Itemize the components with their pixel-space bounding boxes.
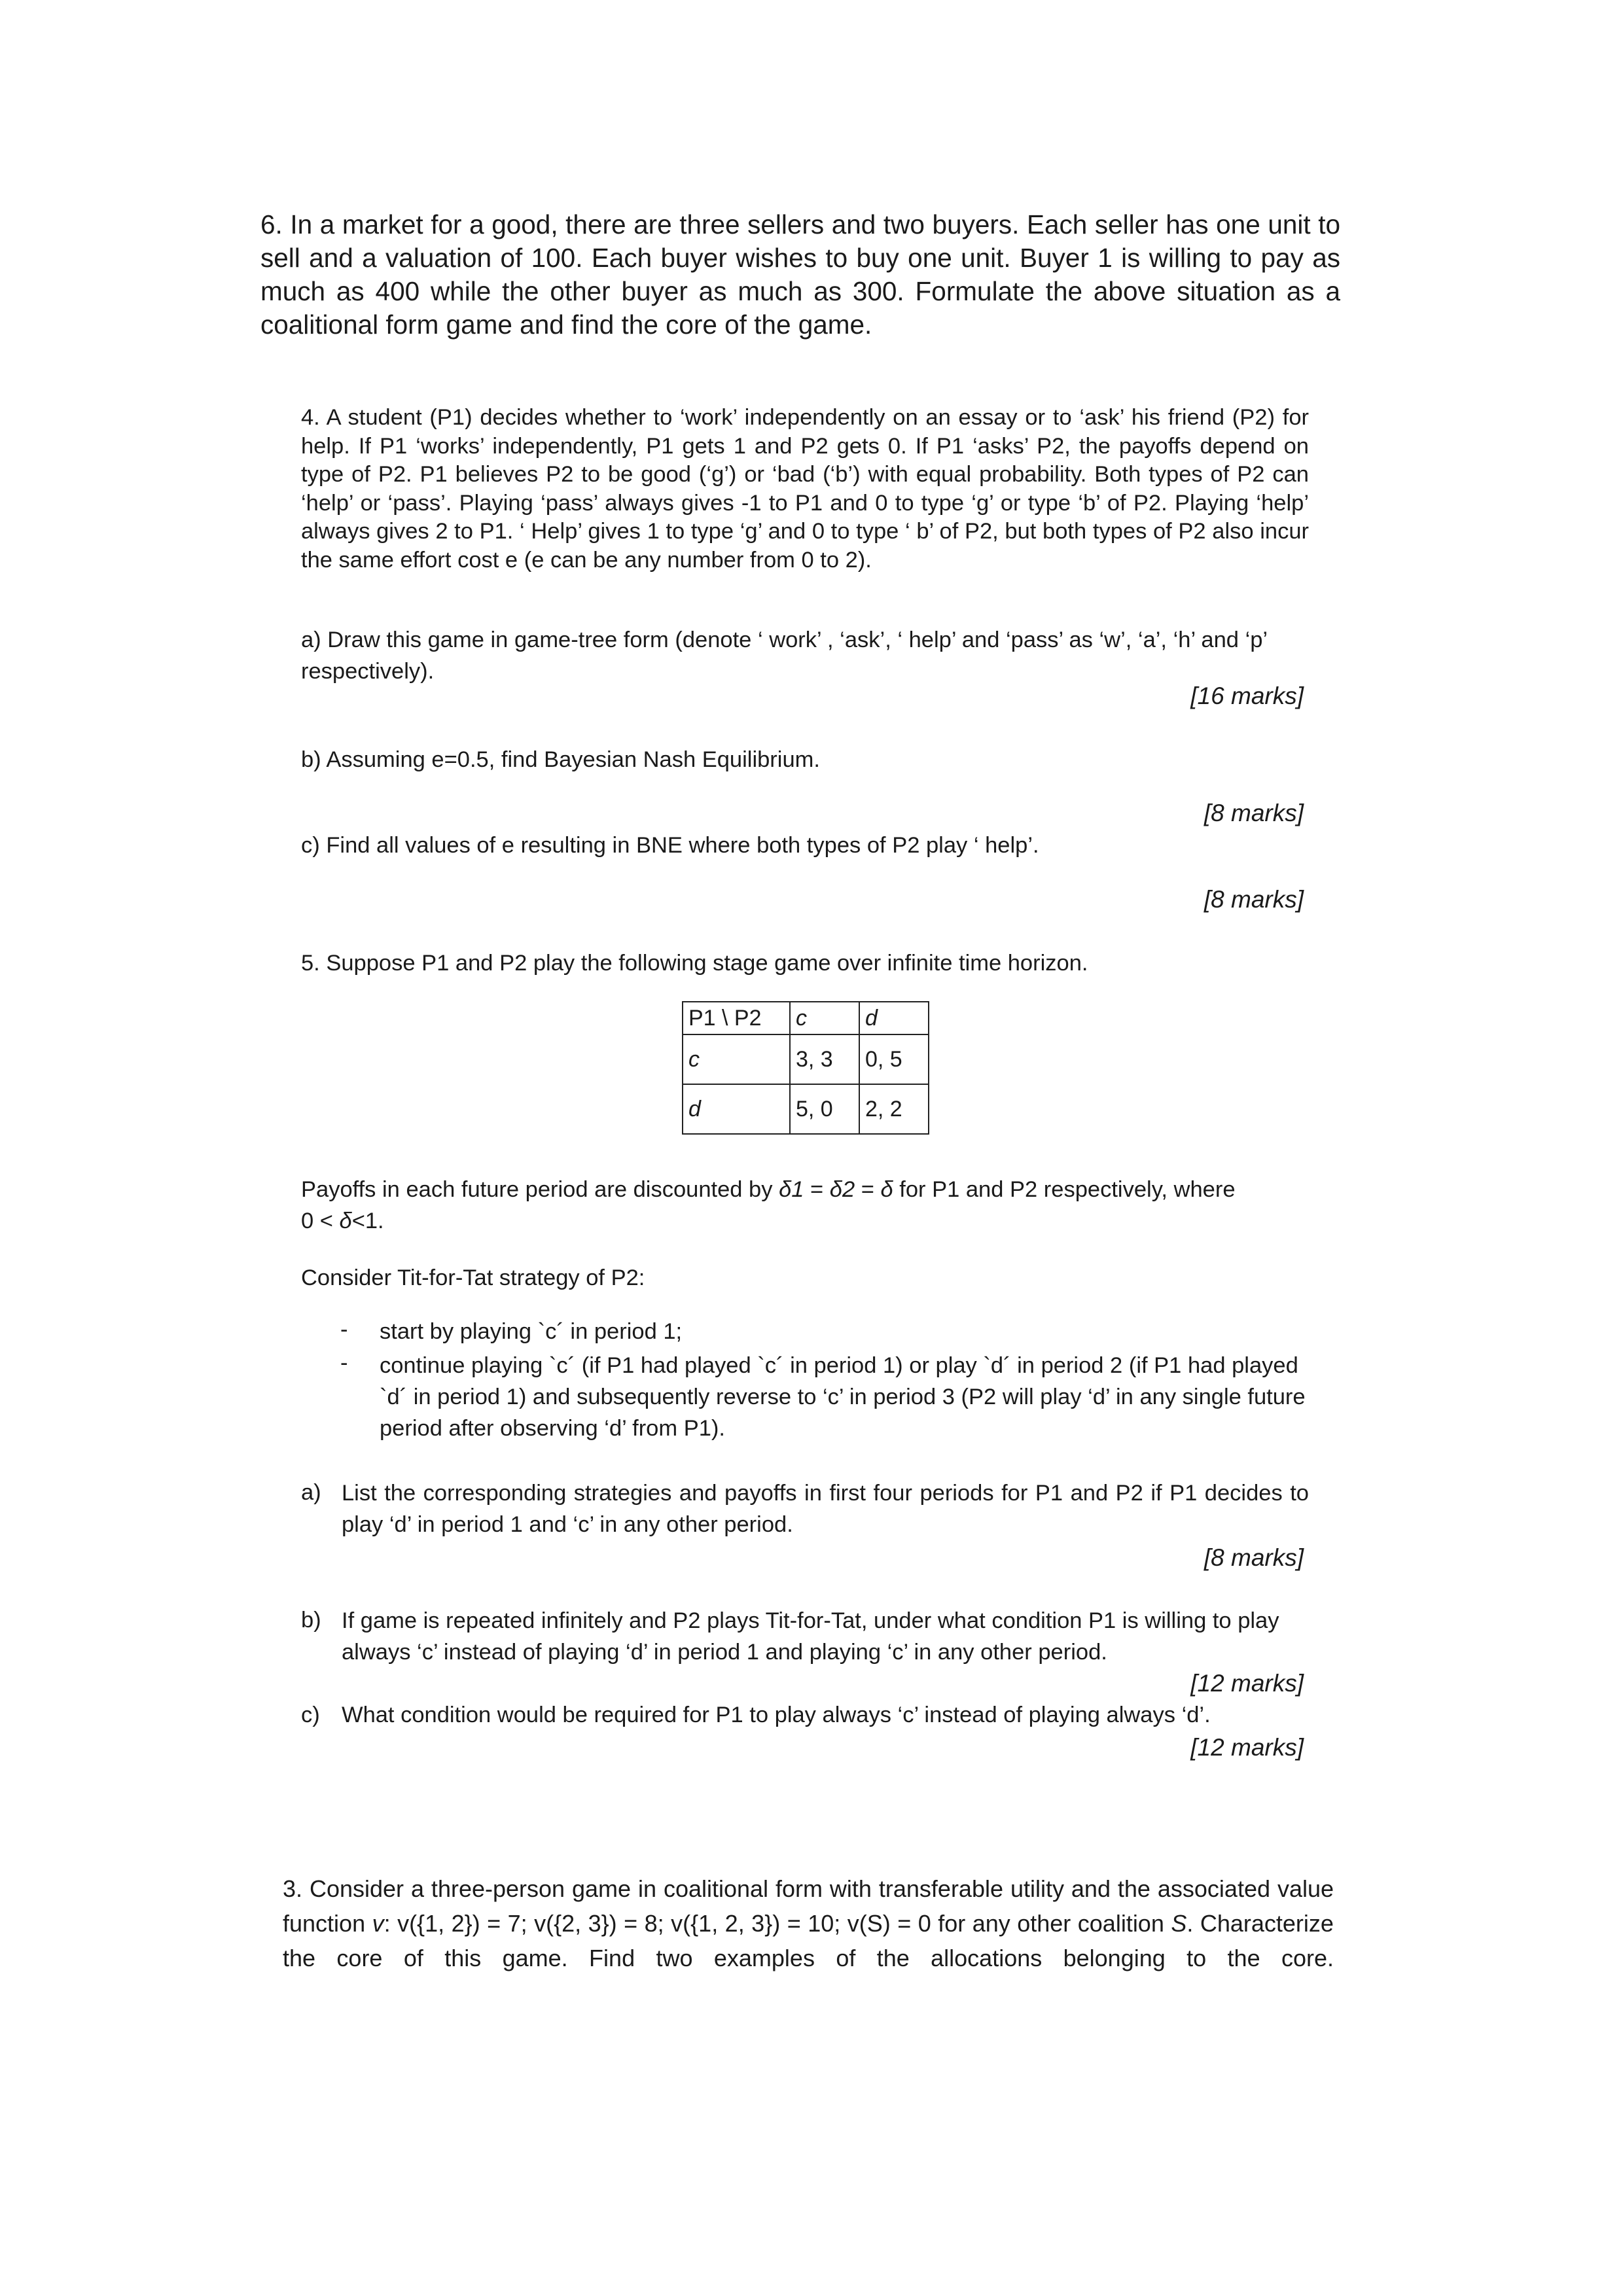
question-4c-marks: [8 marks] xyxy=(1204,886,1304,913)
table-col-header: d xyxy=(859,1002,929,1034)
table-row-label: c xyxy=(683,1034,790,1084)
question-5c-marks: [12 marks] xyxy=(1190,1734,1304,1761)
table-header-row xyxy=(683,1002,929,1034)
table-cell: 3, 3 xyxy=(790,1034,859,1084)
question-5a-marks: [8 marks] xyxy=(1204,1544,1304,1571)
tft-intro: Consider Tit-for-Tat strategy of P2: xyxy=(301,1265,645,1290)
question-5c-label: c) xyxy=(301,1703,320,1727)
question-4b-marks: [8 marks] xyxy=(1204,800,1304,826)
table-cell: 0, 5 xyxy=(859,1034,929,1084)
table-row xyxy=(683,1034,929,1084)
bullet-marker: - xyxy=(340,1317,348,1342)
table-corner: P1 \ P2 xyxy=(683,1002,790,1034)
question-6: 6. In a market for a good, there are three sellers and two buyers. Each seller has one unit to sell and a valuation of 100. Each buyer wishes to buy one unit. Buyer 1 is willing to pay as much as 400 while the other buyer as much as 300. Formulate the above situation as a coalitional form game and find the core of the game. xyxy=(260,209,1340,340)
question-5b: If game is repeated infinitely and P2 plays Tit-for-Tat, under what condition P1 is willing to play always ‘c’ instead of playing ‘d’ in period 1 and playing ‘c’ in any other period. xyxy=(342,1608,1279,1665)
question-4a: a) Draw this game in game-tree form (denote ‘ work’ , ‘ask’, ‘ help’ and ‘pass’ as ‘w’, ‘a’, ‘h’ and ‘p’ respectively). xyxy=(301,627,1267,684)
question-5b-label: b) xyxy=(301,1608,321,1633)
discount-statement: Payoffs in each future period are discounted by δ1 = δ2 = δ for P1 and P2 respectively, where 0 < δ<1. xyxy=(301,1177,1236,1233)
question-4c: c) Find all values of e resulting in BNE where both types of P2 play ‘ help’. xyxy=(301,833,1039,858)
question-5c: What condition would be required for P1 to play always ‘c’ instead of playing always ‘d’. xyxy=(342,1703,1211,1727)
bullet-1: start by playing `c´ in period 1; xyxy=(380,1319,683,1344)
bullet-marker: - xyxy=(340,1351,348,1375)
question-5a: List the corresponding strategies and payoffs in first four periods for P1 and P2 if P1 decides to play ‘d’ in period 1 and ‘c’ in any other period. xyxy=(342,1481,1309,1537)
question-5b-marks: [12 marks] xyxy=(1190,1670,1304,1697)
question-5-intro: 5. Suppose P1 and P2 play the following stage game over infinite time horizon. xyxy=(301,951,1088,976)
table-col-header: c xyxy=(790,1002,859,1034)
question-3: 3. Consider a three-person game in coalitional form with transferable utility and the associated value function v: v({1, 2}) = 7; v({2, 3}) = 8; v({1, 2, 3}) = 10; v(S) = 0 for any other coalition S. Characterize the core of this game. Find two examples of the allocations belonging to the core. xyxy=(283,1875,1334,1971)
table-row-label: d xyxy=(683,1084,790,1134)
question-4a-marks: [16 marks] xyxy=(1190,682,1304,709)
table-cell: 5, 0 xyxy=(790,1084,859,1134)
payoff-table xyxy=(682,1001,929,1135)
bullet-2: continue playing `c´ (if P1 had played `c´ in period 1) or play `d´ in period 2 (if P1 had played `d´ in period 1) and subsequently reverse to ‘c’ in period 3 (P2 will play ‘d’ in any single future period after observing ‘d’ from P1). xyxy=(380,1353,1306,1441)
question-5a-label: a) xyxy=(301,1480,321,1505)
question-4-intro: 4. A student (P1) decides whether to ‘work’ independently on an essay or to ‘ask’ his friend (P2) for help. If P1 ‘works’ independently, P1 gets 1 and P2 gets 0. If P1 ‘asks’ P2, the payoffs depend on type of P2. P1 believes P2 to be good (‘g’) or ‘bad (‘b’) with equal probability. Both types of P2 can ‘help’ or ‘pass’. Playing ‘pass’ always gives -1 to P1 and 0 to type ‘g’ or type ‘b’ of P2. Playing ‘help’ always gives 2 to P1. ‘ Help’ gives 1 to type ‘g’ and 0 to type ‘ b’ of P2, but both types of P2 also incur the same effort cost e (e can be any number from 0 to 2). xyxy=(301,405,1309,573)
table-row xyxy=(683,1084,929,1134)
table-cell: 2, 2 xyxy=(859,1084,929,1134)
question-4b: b) Assuming e=0.5, find Bayesian Nash Equilibrium. xyxy=(301,747,820,772)
